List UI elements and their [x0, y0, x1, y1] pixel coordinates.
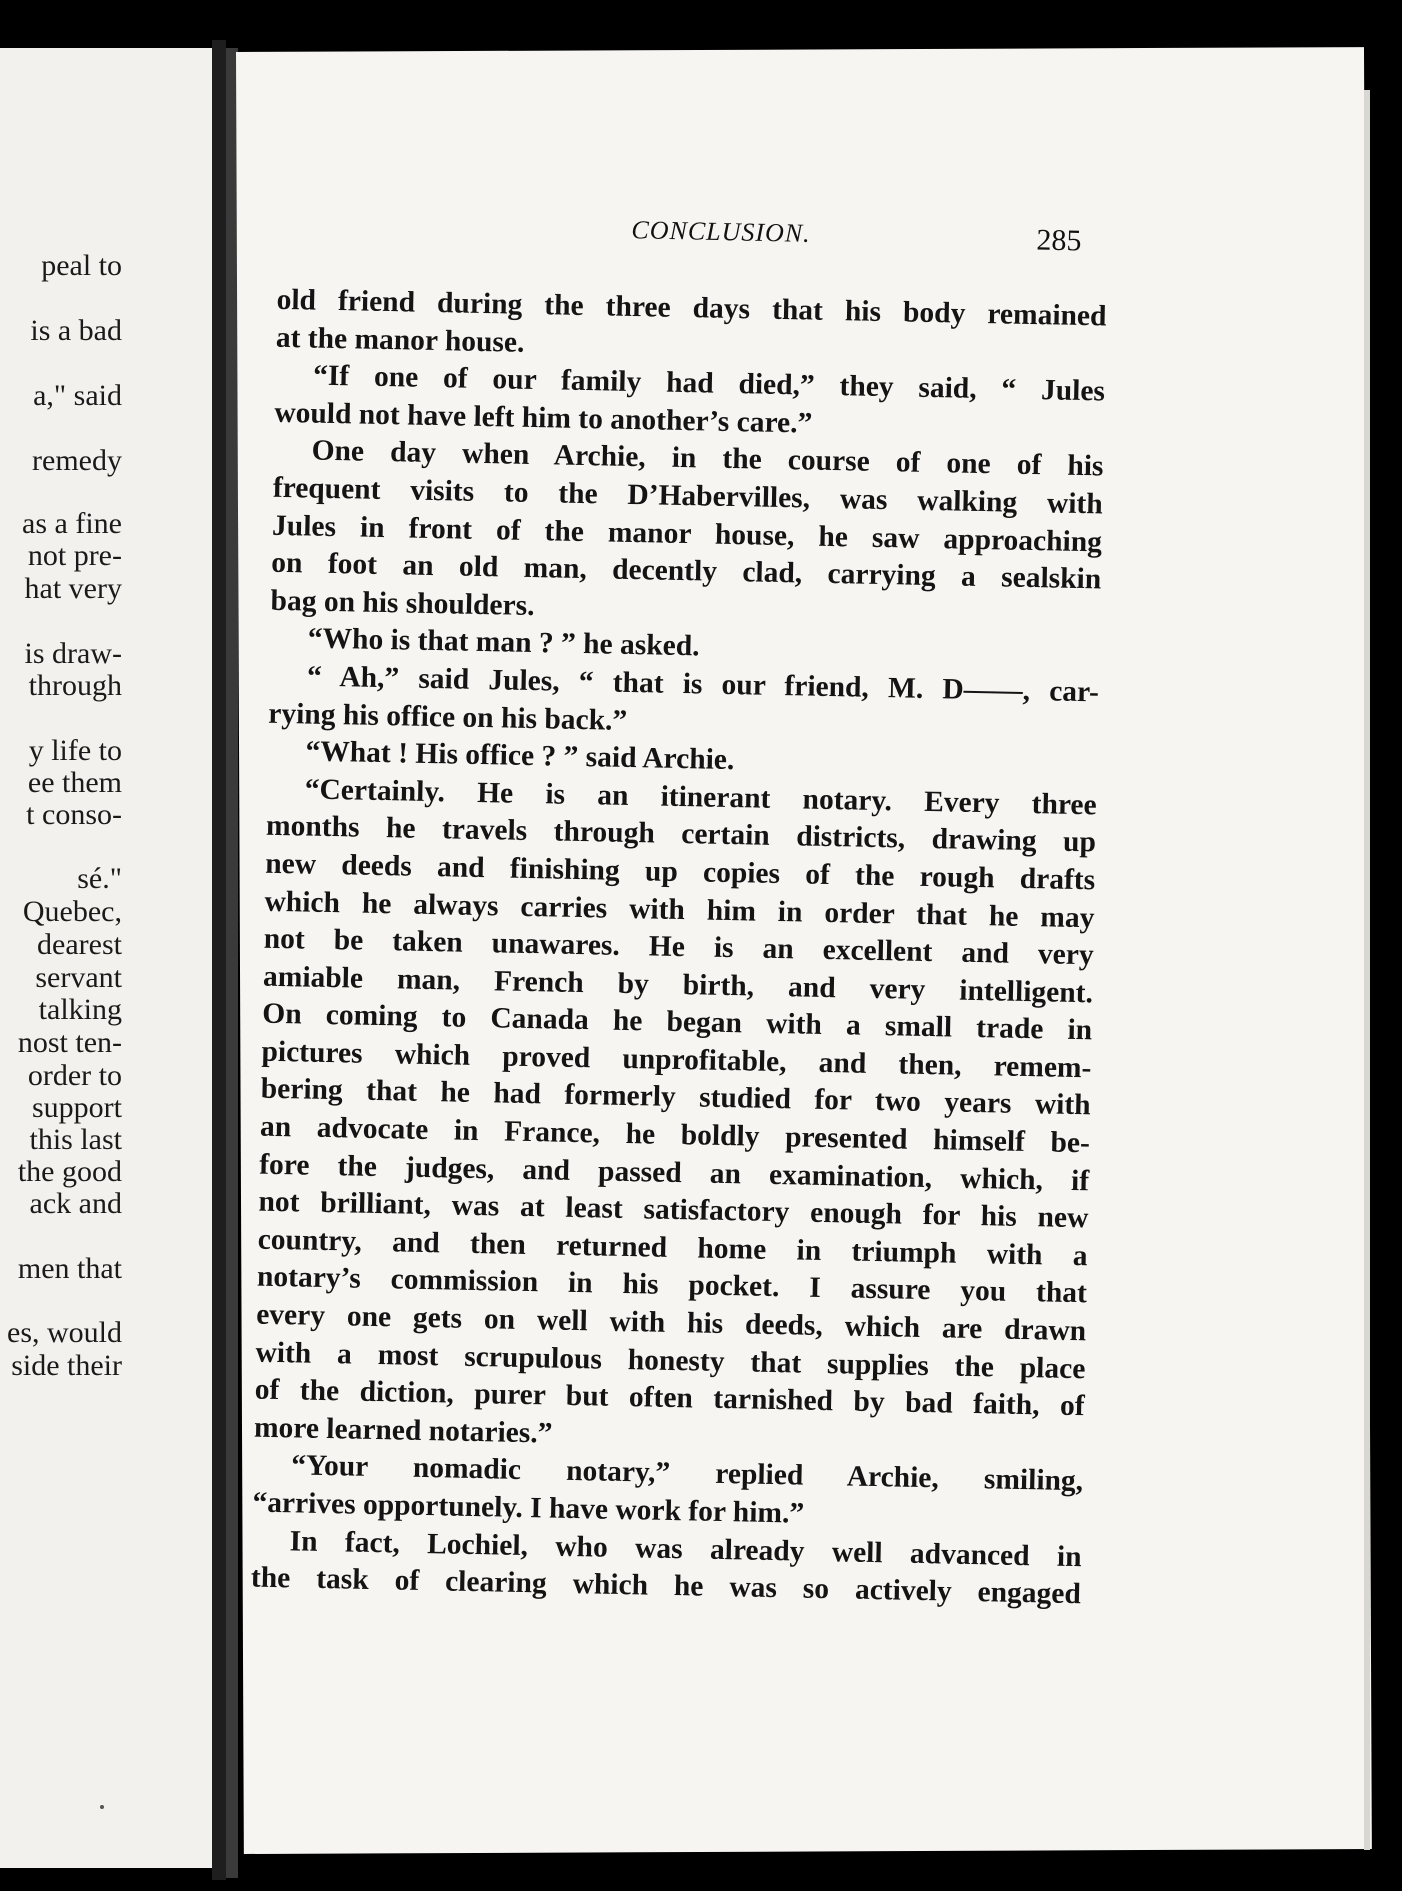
- text-line: bag on his shoulders.: [270, 584, 535, 622]
- text-line: bering that he had formerly studied for two years with: [260, 1073, 1091, 1122]
- text-line: more learned notaries.”: [253, 1411, 553, 1450]
- left-page-line: the good: [17, 1155, 122, 1188]
- left-page-line: es, would: [7, 1316, 122, 1349]
- left-page-line: peal to: [41, 249, 122, 282]
- left-page-line: y life to: [28, 734, 122, 767]
- left-page-line: not pre-: [27, 539, 122, 572]
- left-page-line: servant: [35, 961, 122, 994]
- left-page-line: t conso-: [26, 798, 122, 831]
- text-line: “ Ah,” said Jules, “ that is our friend, M. D——, car-: [306, 660, 1100, 709]
- left-page-line: ee them: [27, 766, 122, 799]
- left-page-line: order to: [27, 1059, 122, 1092]
- text-line: fore the judges, and passed an examination, which, if: [258, 1148, 1090, 1197]
- text-line: which he always carries with him in order that he may: [264, 885, 1095, 934]
- text-line: old friend during the three days that his body remained: [276, 283, 1107, 333]
- left-page-line: as a fine: [22, 507, 122, 540]
- left-page-line: ack and: [29, 1187, 122, 1220]
- previous-page-fragment: [0, 48, 212, 1868]
- text-line: In fact, Lochiel, who was already well advanced in: [289, 1524, 1082, 1573]
- book-gutter: [212, 40, 226, 1880]
- text-line: notary’s commission in his pocket. I assure you that: [256, 1261, 1088, 1310]
- text-line: On coming to Canada he began with a small trade in: [261, 997, 1093, 1047]
- scan-speck: [100, 1805, 104, 1809]
- text-line: new deeds and finishing up copies of the rough drafts: [265, 847, 1096, 897]
- text-line: an advocate in France, he boldly presented himself be-: [259, 1110, 1091, 1160]
- text-line: months he travels through certain districts, drawing up: [265, 810, 1097, 859]
- current-page: [236, 47, 1372, 1854]
- text-line: Jules in front of the manor house, he saw approaching: [271, 509, 1103, 558]
- page-edge: [1364, 90, 1370, 1850]
- left-page-line: is a bad: [30, 314, 122, 347]
- text-line: at the manor house.: [275, 321, 525, 359]
- text-line: would not have left him to another’s care.”: [274, 396, 813, 440]
- text-line: “arrives opportunely. I have work for him.”: [252, 1486, 805, 1530]
- text-line: not be taken unawares. He is an excellent and very: [263, 922, 1094, 972]
- page-body: [251, 282, 1107, 1614]
- left-page-line: hat very: [24, 572, 122, 605]
- text-line: amiable man, French by birth, and very intelligent.: [262, 960, 1094, 1010]
- left-page-line: remedy: [32, 444, 122, 477]
- text-line: “Who is that man ? ” he asked.: [307, 622, 700, 663]
- left-page-line: Quebec,: [22, 895, 122, 928]
- text-line: “Your nomadic notary,” replied Archie, smiling,: [290, 1449, 1084, 1498]
- text-line: “What ! His office ? ” said Archie.: [305, 735, 735, 777]
- text-line: country, and then returned home in triumph with a: [257, 1223, 1088, 1273]
- text-line: “Certainly. He is an itinerant notary. Every three: [304, 773, 1097, 822]
- text-line: with a most scrupulous honesty that supplies the place: [255, 1336, 1086, 1385]
- running-head: CONCLUSION.: [631, 215, 812, 248]
- left-page-line: side their: [11, 1349, 122, 1382]
- left-page-line: this last: [29, 1123, 122, 1156]
- left-page-line: nost ten-: [17, 1026, 122, 1059]
- left-page-line: is draw-: [24, 637, 122, 670]
- text-line: on foot an old man, decently clad, carrying a sealskin: [271, 546, 1102, 596]
- left-page-line: talking: [38, 993, 122, 1026]
- text-line: “If one of our family had died,” they said, “ Jules: [312, 359, 1106, 408]
- text-line: frequent visits to the D’Habervilles, was walking with: [272, 471, 1104, 521]
- text-line: pictures which proved unprofitable, and then, remem-: [261, 1035, 1092, 1085]
- left-page-line: men that: [17, 1252, 122, 1285]
- left-page-line: a," said: [33, 379, 122, 412]
- text-line: not brilliant, was at least satisfactory enough for his new: [258, 1185, 1089, 1235]
- left-page-line: sé.": [77, 862, 122, 895]
- text-line: of the diction, purer but often tarnished by bad faith, of: [254, 1373, 1085, 1423]
- left-page-line: through: [28, 669, 122, 702]
- page-number: 285: [1036, 223, 1082, 258]
- left-page-line: support: [32, 1091, 122, 1124]
- text-line: One day when Archie, in the course of one of his: [311, 434, 1104, 483]
- text-line: every one gets on well with his deeds, which are drawn: [255, 1298, 1087, 1348]
- text-line: the task of clearing which he was so actively engaged: [250, 1561, 1082, 1611]
- text-line: rying his office on his back.”: [268, 697, 628, 737]
- left-page-line: dearest: [37, 928, 122, 961]
